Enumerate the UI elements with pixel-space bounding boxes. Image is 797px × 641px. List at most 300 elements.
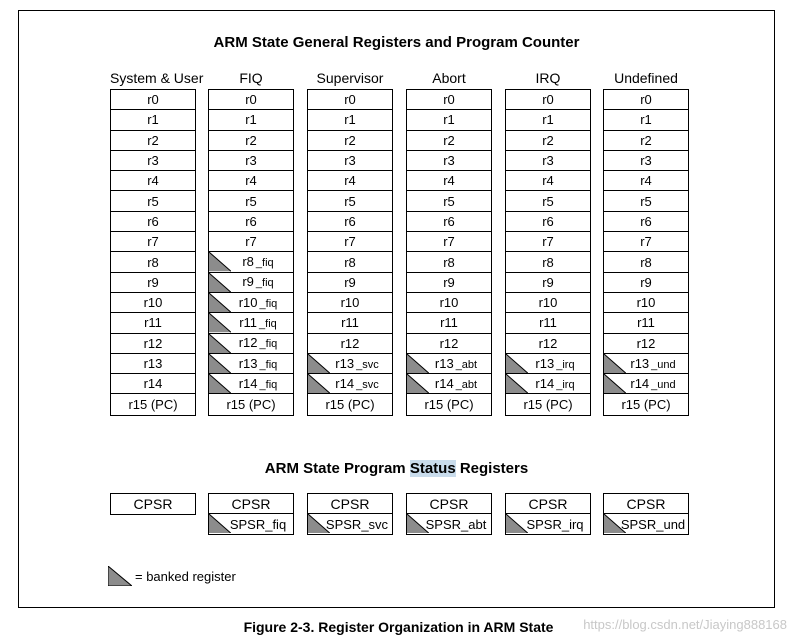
register-name: r6 — [640, 213, 652, 229]
register-name: r4 — [147, 173, 159, 189]
register-name: r10 — [238, 294, 258, 310]
register-cell — [308, 110, 392, 130]
register-cell — [506, 131, 590, 151]
register-name: r2 — [147, 132, 159, 148]
register-name: r0 — [443, 92, 455, 108]
register-name: r1 — [542, 112, 554, 128]
register-cell — [407, 354, 491, 374]
psr-label: CPSR — [429, 495, 469, 512]
register-label — [344, 195, 356, 208]
register-name: r0 — [245, 92, 257, 108]
register-name: r1 — [147, 112, 159, 128]
register-name: r14 — [238, 375, 258, 391]
register-cell — [604, 110, 688, 130]
register-label — [344, 174, 356, 187]
register-label — [228, 255, 273, 269]
register-name: r1 — [443, 112, 455, 128]
register-label — [539, 337, 558, 350]
register-label — [542, 154, 554, 167]
register-label — [523, 398, 572, 411]
register-name: r13 — [238, 355, 258, 371]
register-name: r3 — [147, 153, 159, 169]
cpsr-cell — [111, 494, 195, 514]
psr-box — [505, 493, 591, 535]
register-cell — [506, 232, 590, 252]
register-cell — [506, 171, 590, 191]
register-name: r4 — [443, 173, 455, 189]
register-name: r10 — [143, 295, 163, 311]
register-label — [325, 398, 374, 411]
register-name: r8 — [542, 254, 554, 270]
spsr-cell — [308, 514, 392, 534]
register-label — [225, 336, 278, 350]
register-cell — [506, 313, 590, 333]
register-cell — [407, 252, 491, 272]
register-label — [144, 296, 163, 309]
register-cell — [308, 273, 392, 293]
register-name: r7 — [640, 234, 652, 250]
register-name: r12 — [340, 335, 360, 351]
register-name: r14 — [630, 375, 650, 391]
register-label — [147, 113, 159, 126]
register-label — [225, 357, 278, 371]
spsr-cell — [604, 514, 688, 534]
register-label — [341, 337, 360, 350]
psr-label: CPSR — [133, 496, 173, 512]
register-name: r6 — [147, 213, 159, 229]
register-name: r3 — [542, 153, 554, 169]
register-label — [144, 377, 163, 390]
register-name: r4 — [344, 173, 356, 189]
register-label — [640, 276, 652, 289]
register-name: r14 — [335, 375, 355, 391]
register-cell — [506, 334, 590, 354]
register-name: r5 — [640, 193, 652, 209]
register-name: r0 — [640, 92, 652, 108]
register-label — [640, 174, 652, 187]
register-cell — [308, 252, 392, 272]
register-cell — [111, 252, 195, 272]
register-cell — [308, 394, 392, 414]
register-label — [640, 215, 652, 228]
register-cell — [407, 191, 491, 211]
register-name: r15 (PC) — [621, 397, 671, 413]
register-name: r14 — [143, 376, 163, 392]
cpsr-cell — [308, 494, 392, 514]
register-name: r3 — [443, 153, 455, 169]
mode-header: Supervisor — [316, 70, 384, 86]
cpsr-cell — [407, 494, 491, 514]
register-cell — [209, 232, 293, 252]
register-name: r1 — [344, 112, 356, 128]
register-name: r2 — [344, 132, 356, 148]
register-label — [147, 256, 159, 269]
register-cell — [407, 212, 491, 232]
register-cell — [111, 151, 195, 171]
register-label — [616, 377, 675, 391]
register-cell — [308, 131, 392, 151]
register-name: r12 — [636, 335, 656, 351]
register-cell — [308, 191, 392, 211]
register-cell — [407, 131, 491, 151]
register-name: r8 — [242, 254, 254, 270]
register-cell — [407, 151, 491, 171]
register-cell — [604, 252, 688, 272]
register-name: r2 — [245, 132, 257, 148]
register-name: r12 — [238, 335, 258, 351]
register-label — [424, 398, 473, 411]
register-column — [505, 89, 591, 416]
register-cell — [407, 334, 491, 354]
register-name: r8 — [443, 254, 455, 270]
register-cell — [308, 151, 392, 171]
register-cell — [308, 313, 392, 333]
mode-header: FIQ — [239, 70, 263, 86]
register-name: r13 — [535, 355, 555, 371]
register-cell — [407, 232, 491, 252]
general-registers-title: ARM State General Registers and Program Counter — [213, 34, 580, 51]
register-label — [344, 134, 356, 147]
register-cell — [111, 131, 195, 151]
register-label — [539, 316, 557, 329]
register-label — [640, 154, 652, 167]
register-column — [110, 89, 196, 416]
register-label — [521, 377, 574, 391]
register-cell — [111, 90, 195, 110]
register-name: r6 — [542, 213, 554, 229]
mode-header: System & User — [110, 70, 204, 86]
register-cell — [209, 394, 293, 414]
register-name: r1 — [245, 112, 257, 128]
register-cell — [111, 171, 195, 191]
register-label — [245, 195, 257, 208]
register-label — [637, 296, 656, 309]
register-cell — [111, 212, 195, 232]
register-name: r7 — [245, 234, 257, 250]
register-label — [440, 337, 459, 350]
register-name: r5 — [344, 193, 356, 209]
psr-box — [208, 493, 294, 535]
register-cell — [111, 313, 195, 333]
spsr-cell — [407, 514, 491, 534]
register-label — [128, 398, 177, 411]
register-name: r3 — [344, 153, 356, 169]
register-label — [341, 296, 360, 309]
register-name: r14 — [434, 375, 454, 391]
register-label — [542, 235, 554, 248]
register-cell — [506, 374, 590, 394]
register-cell — [407, 293, 491, 313]
register-label — [621, 398, 670, 411]
register-name: r12 — [439, 335, 459, 351]
mode-header: Abort — [432, 70, 466, 86]
register-cell — [604, 273, 688, 293]
register-label — [226, 398, 275, 411]
register-cell — [506, 191, 590, 211]
register-cell — [604, 394, 688, 414]
register-label — [321, 357, 378, 371]
register-label — [341, 316, 359, 329]
register-label — [421, 377, 477, 391]
register-name: r3 — [640, 153, 652, 169]
register-cell — [111, 191, 195, 211]
register-label — [542, 93, 554, 106]
register-label — [245, 215, 257, 228]
register-suffix: _fiq — [259, 317, 277, 330]
register-name: r10 — [439, 295, 459, 311]
register-cell — [209, 313, 293, 333]
register-label — [637, 337, 656, 350]
register-column — [208, 89, 294, 416]
register-name: r13 — [630, 355, 650, 371]
register-name: r2 — [443, 132, 455, 148]
register-suffix: _und — [651, 378, 676, 391]
register-column — [406, 89, 492, 416]
register-label — [440, 316, 458, 329]
register-cell — [604, 151, 688, 171]
register-label — [542, 215, 554, 228]
register-name: r11 — [637, 315, 655, 331]
register-cell — [209, 293, 293, 313]
register-label — [344, 276, 356, 289]
register-cell — [209, 191, 293, 211]
register-label — [637, 316, 655, 329]
register-label — [443, 256, 455, 269]
register-label — [640, 256, 652, 269]
register-cell — [308, 374, 392, 394]
register-cell — [407, 110, 491, 130]
register-cell — [604, 334, 688, 354]
register-suffix: _svc — [356, 378, 379, 391]
register-label — [344, 154, 356, 167]
register-label — [147, 154, 159, 167]
register-label — [245, 113, 257, 126]
spsr-cell — [506, 514, 590, 534]
register-label — [144, 337, 163, 350]
register-column — [307, 89, 393, 416]
register-name: r0 — [147, 92, 159, 108]
register-label — [640, 235, 652, 248]
register-cell — [604, 313, 688, 333]
register-label — [245, 154, 257, 167]
register-label — [640, 93, 652, 106]
register-label — [542, 134, 554, 147]
register-label — [344, 235, 356, 248]
register-label — [228, 275, 273, 289]
register-cell — [111, 273, 195, 293]
register-name: r10 — [340, 295, 360, 311]
register-label — [443, 93, 455, 106]
register-name: r11 — [239, 314, 258, 330]
register-name: r15 (PC) — [424, 397, 474, 413]
status-title-highlight: Status — [409, 460, 456, 477]
register-cell — [111, 334, 195, 354]
register-label — [542, 174, 554, 187]
register-name: r1 — [640, 112, 652, 128]
register-name: r2 — [542, 132, 554, 148]
register-cell — [604, 90, 688, 110]
register-cell — [407, 273, 491, 293]
register-label — [443, 174, 455, 187]
register-cell — [308, 354, 392, 374]
register-label — [147, 215, 159, 228]
register-name: r0 — [542, 92, 554, 108]
register-cell — [506, 252, 590, 272]
register-cell — [209, 273, 293, 293]
cpsr-cell — [506, 494, 590, 514]
register-suffix: _fiq — [259, 358, 278, 371]
register-cell — [506, 354, 590, 374]
register-name: r4 — [245, 173, 257, 189]
register-label — [225, 377, 278, 391]
register-label — [144, 357, 163, 370]
register-name: r6 — [344, 213, 356, 229]
register-name: r6 — [245, 213, 257, 229]
status-title-part: ARM State Program — [264, 460, 410, 477]
register-suffix: _und — [651, 358, 676, 371]
register-name: r15 (PC) — [523, 397, 573, 413]
register-label — [147, 276, 159, 289]
banked-triangle-icon — [108, 566, 132, 586]
register-cell — [308, 90, 392, 110]
register-cell — [506, 151, 590, 171]
register-cell — [308, 293, 392, 313]
psr-box — [603, 493, 689, 535]
register-name: r9 — [147, 274, 159, 290]
register-cell — [209, 374, 293, 394]
register-label — [443, 195, 455, 208]
register-label — [245, 174, 257, 187]
register-label — [147, 174, 159, 187]
register-cell — [111, 110, 195, 130]
register-label — [344, 256, 356, 269]
register-cell — [308, 212, 392, 232]
figure-caption: Figure 2-3. Register Organization in ARM State — [243, 619, 554, 635]
register-cell — [209, 354, 293, 374]
legend — [108, 566, 236, 586]
register-cell — [209, 151, 293, 171]
register-label — [245, 93, 257, 106]
register-label — [443, 215, 455, 228]
register-label — [542, 195, 554, 208]
register-cell — [506, 110, 590, 130]
register-name: r8 — [640, 254, 652, 270]
register-cell — [407, 313, 491, 333]
register-name: r4 — [542, 173, 554, 189]
register-name: r7 — [542, 234, 554, 250]
register-name: r5 — [542, 193, 554, 209]
register-name: r13 — [335, 355, 355, 371]
register-name: r15 (PC) — [226, 397, 276, 413]
register-label — [147, 93, 159, 106]
register-cell — [308, 171, 392, 191]
register-label — [225, 296, 278, 310]
psr-label: CPSR — [330, 495, 370, 512]
register-name: r7 — [344, 234, 356, 250]
register-name: r13 — [434, 355, 454, 371]
register-label — [344, 113, 356, 126]
register-name: r5 — [443, 193, 455, 209]
register-name: r5 — [147, 193, 159, 209]
psr-label: CPSR — [626, 495, 666, 512]
spsr-cell — [209, 514, 293, 534]
register-cell — [209, 212, 293, 232]
psr-label: SPSR_und — [620, 516, 686, 532]
register-name: r12 — [143, 335, 163, 351]
register-cell — [506, 212, 590, 232]
register-cell — [604, 212, 688, 232]
register-label — [147, 134, 159, 147]
register-name: r9 — [344, 274, 356, 290]
register-column — [603, 89, 689, 416]
psr-label: CPSR — [231, 495, 271, 512]
register-name: r9 — [242, 274, 254, 290]
register-name: r0 — [344, 92, 356, 108]
register-cell — [604, 293, 688, 313]
register-label — [640, 195, 652, 208]
cpsr-cell — [209, 494, 293, 514]
register-suffix: _abt — [455, 378, 478, 391]
register-cell — [111, 293, 195, 313]
register-label — [542, 113, 554, 126]
register-label — [521, 357, 574, 371]
register-label — [443, 134, 455, 147]
register-label — [616, 357, 675, 371]
register-label — [321, 377, 378, 391]
register-name: r15 (PC) — [325, 397, 375, 413]
register-label — [440, 296, 459, 309]
register-label — [443, 154, 455, 167]
register-label — [344, 93, 356, 106]
register-cell — [209, 110, 293, 130]
register-suffix: _fiq — [255, 257, 274, 270]
register-label — [421, 357, 477, 371]
register-name: r7 — [443, 234, 455, 250]
mode-header: IRQ — [535, 70, 561, 86]
register-cell — [111, 374, 195, 394]
register-name: r4 — [640, 173, 652, 189]
register-cell — [209, 90, 293, 110]
register-name: r10 — [636, 295, 656, 311]
register-label — [640, 113, 652, 126]
register-suffix: _fiq — [259, 297, 278, 310]
register-label — [225, 316, 277, 330]
register-name: r7 — [147, 234, 159, 250]
register-name: r13 — [143, 356, 163, 371]
register-name: r8 — [147, 254, 159, 270]
register-name: r3 — [245, 153, 257, 169]
register-label — [344, 215, 356, 228]
register-cell — [604, 191, 688, 211]
register-label — [542, 276, 554, 289]
register-name: r11 — [440, 315, 458, 331]
register-cell — [407, 394, 491, 414]
register-name: r14 — [535, 375, 555, 391]
register-cell — [407, 171, 491, 191]
psr-label: CPSR — [528, 495, 568, 512]
register-cell — [209, 252, 293, 272]
register-label — [539, 296, 558, 309]
status-registers-title — [18, 460, 775, 477]
register-suffix: _fiq — [259, 338, 278, 351]
register-cell — [407, 374, 491, 394]
register-name: r5 — [245, 193, 257, 209]
register-label — [640, 134, 652, 147]
register-label — [443, 113, 455, 126]
register-label — [443, 276, 455, 289]
register-suffix: _abt — [455, 358, 478, 371]
cpsr-cell — [604, 494, 688, 514]
